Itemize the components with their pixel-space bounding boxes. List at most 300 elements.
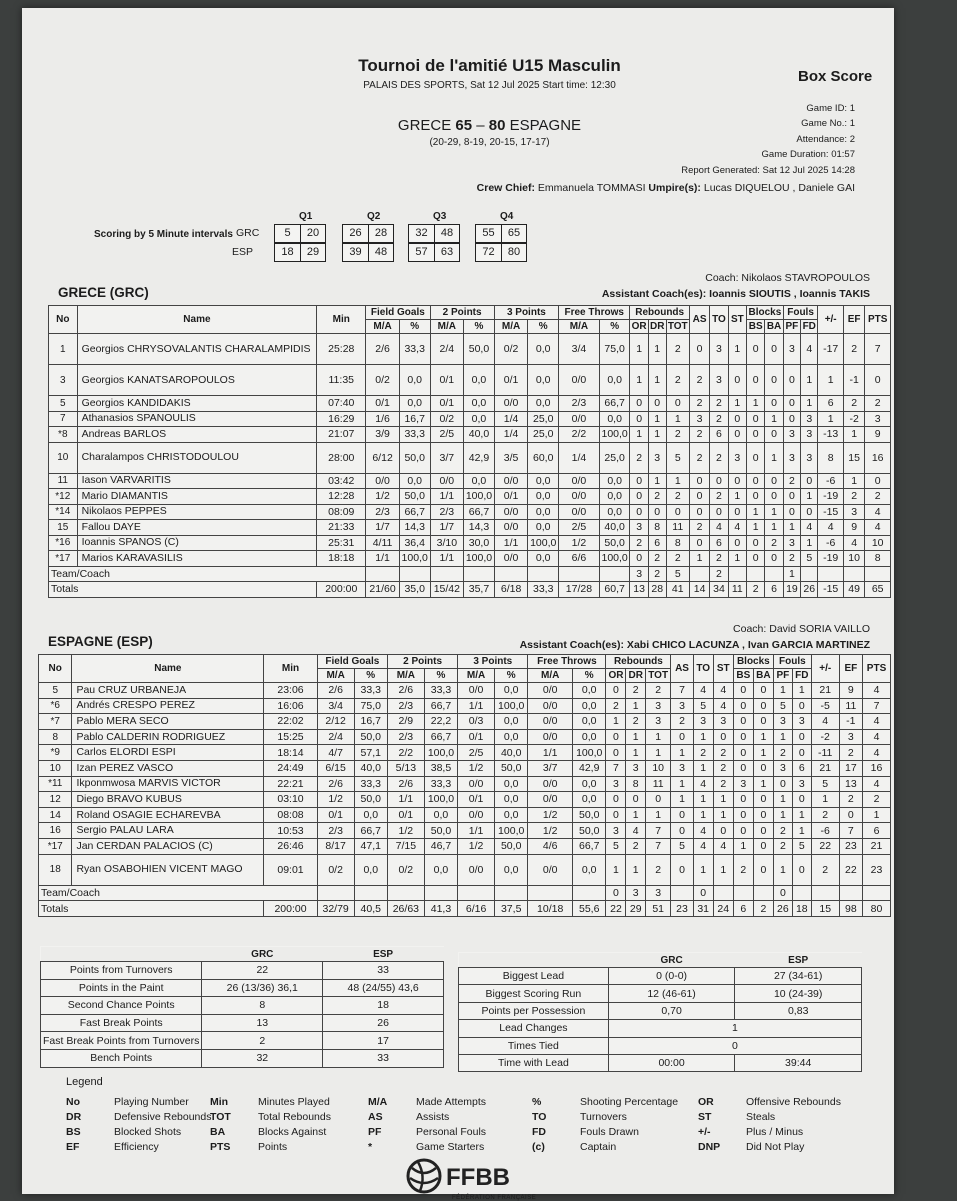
stat-cell — [865, 566, 891, 582]
stats-value: 32 — [202, 1049, 323, 1067]
column-header: Field Goals — [366, 306, 430, 320]
stat-cell: 2 — [811, 807, 839, 823]
stat-cell: 2 — [843, 334, 864, 365]
stat-cell: 1/4 — [494, 411, 528, 427]
stat-cell: 0/0 — [458, 854, 495, 885]
stat-cell: 3 — [630, 566, 648, 582]
stat-cell: 0 — [765, 551, 783, 567]
column-header: Fouls — [783, 306, 818, 320]
stat-cell: 0,0 — [494, 729, 527, 745]
legend-desc: Turnovers — [580, 1111, 627, 1123]
stat-cell: 3 — [626, 885, 645, 901]
stat-cell: 0,0 — [528, 396, 559, 412]
stat-cell: 0 — [753, 683, 773, 699]
stat-cell: 2 — [645, 683, 670, 699]
stat-cell: 0,0 — [599, 504, 630, 520]
stat-cell: 1 — [765, 520, 783, 536]
player-number: *12 — [49, 489, 78, 505]
stat-cell: 22 — [811, 838, 839, 854]
stat-cell: 0 — [733, 823, 753, 839]
player-row — [39, 714, 891, 730]
column-header: M/A — [430, 320, 464, 334]
stats-value: 13 — [202, 1014, 323, 1032]
totals-cell: 35,0 — [399, 582, 430, 598]
stat-cell: 21 — [811, 683, 839, 699]
stat-cell: 0 — [747, 334, 765, 365]
stat-cell — [689, 566, 709, 582]
stat-cell: 2 — [626, 714, 645, 730]
stat-cell: 2/5 — [430, 427, 464, 443]
totals-cell: 18 — [792, 901, 811, 917]
stat-cell — [559, 566, 600, 582]
stat-cell: 5 — [693, 698, 713, 714]
stat-cell: 5 — [666, 566, 689, 582]
legend-desc: Minutes Played — [258, 1096, 330, 1108]
totals-cell: 26/63 — [387, 901, 424, 917]
column-header: 2 Points — [387, 655, 457, 669]
stat-cell: 10:53 — [264, 823, 318, 839]
stat-cell — [599, 566, 630, 582]
column-header: % — [399, 320, 430, 334]
stat-cell: 66,7 — [572, 838, 605, 854]
stat-cell: 1 — [811, 792, 839, 808]
legend-abbr: No — [66, 1096, 80, 1108]
legend-item — [66, 1126, 181, 1138]
stat-cell: 1 — [645, 807, 670, 823]
player-row — [39, 854, 891, 885]
stat-cell: 1 — [801, 489, 818, 505]
stat-cell: 2 — [710, 411, 728, 427]
stats-header — [459, 953, 609, 968]
legend-abbr: DNP — [698, 1141, 721, 1153]
stat-cell: 3 — [801, 411, 818, 427]
stat-cell: 2/3 — [559, 396, 600, 412]
stat-cell: 0,0 — [464, 365, 495, 396]
legend-abbr: * — [368, 1141, 373, 1153]
player-name: Carlos ELORDI ESPI — [72, 745, 264, 761]
stat-cell: 2 — [648, 566, 666, 582]
stat-cell: 33,3 — [424, 776, 457, 792]
column-header: % — [424, 669, 457, 683]
stat-cell: 3 — [710, 334, 728, 365]
stat-cell: 3/7 — [430, 442, 464, 473]
stat-cell: 6 — [710, 427, 728, 443]
stat-cell: 0 — [733, 714, 753, 730]
stat-cell: -1 — [843, 365, 864, 396]
quarter-label: Q2 — [367, 211, 381, 222]
legend-abbr: TOT — [210, 1111, 231, 1123]
stat-cell: 0 — [747, 411, 765, 427]
stat-cell: 0/0 — [494, 396, 528, 412]
column-header: M/A — [559, 320, 600, 334]
stat-cell — [863, 885, 891, 901]
stats-header: GRC — [202, 947, 323, 962]
stat-cell: -19 — [818, 551, 844, 567]
esp-team-title: ESPAGNE (ESP) — [48, 634, 153, 649]
legend-item — [368, 1111, 449, 1123]
stats-value: 33 — [323, 962, 444, 980]
stat-cell: -5 — [811, 698, 839, 714]
stat-cell: 4 — [865, 504, 891, 520]
stat-cell: 0 — [630, 473, 648, 489]
stat-cell: 23:06 — [264, 683, 318, 699]
stat-cell: 0 — [728, 504, 746, 520]
column-header: Free Throws — [559, 306, 630, 320]
stat-cell: 4 — [626, 823, 645, 839]
stat-cell: 07:40 — [317, 396, 366, 412]
legend-desc: Total Rebounds — [258, 1111, 331, 1123]
player-name: Andrés CRESPO PEREZ — [72, 698, 264, 714]
player-number: *17 — [49, 551, 78, 567]
stat-cell: 40,0 — [354, 760, 387, 776]
player-number: 5 — [39, 683, 72, 699]
stat-cell: 2/3 — [387, 698, 424, 714]
tournament-title: Tournoi de l'amitié U15 Masculin — [358, 56, 621, 75]
stat-cell: 4 — [801, 520, 818, 536]
stat-cell — [839, 885, 862, 901]
legend-item — [698, 1126, 803, 1138]
stat-cell: 5/13 — [387, 760, 424, 776]
stat-cell: 100,0 — [464, 551, 495, 567]
stat-cell: 0 — [865, 473, 891, 489]
stat-cell: 1 — [843, 473, 864, 489]
legend-desc: Captain — [580, 1141, 617, 1153]
stat-cell: 0,0 — [572, 776, 605, 792]
player-number: 1 — [49, 334, 78, 365]
stat-cell: 24:49 — [264, 760, 318, 776]
stat-cell: 1 — [792, 683, 811, 699]
stat-cell: 4 — [710, 520, 728, 536]
team-coach-label: Team/Coach — [49, 566, 366, 582]
stat-cell: 0,0 — [494, 776, 527, 792]
interval-team-grc: GRC — [236, 227, 260, 239]
column-header: 3 Points — [494, 306, 558, 320]
crew-chief-label: Crew Chief: — [476, 182, 536, 194]
stat-cell: 22,2 — [424, 714, 457, 730]
stat-cell: 7 — [671, 683, 693, 699]
column-header: TOT — [645, 669, 670, 683]
legend-abbr: BA — [210, 1126, 226, 1138]
stat-cell: 1 — [773, 729, 792, 745]
stat-cell: 33,3 — [354, 683, 387, 699]
column-header: Rebounds — [606, 655, 671, 669]
legend-item — [66, 1111, 211, 1123]
stat-cell: 100,0 — [528, 535, 559, 551]
report-generated: Report Generated: Sat 12 Jul 2025 14:28 — [681, 164, 855, 176]
stat-cell: 0,0 — [572, 683, 605, 699]
stat-cell: 2 — [689, 427, 709, 443]
legend-desc: Game Starters — [416, 1141, 485, 1153]
stat-cell: 8 — [648, 520, 666, 536]
stat-cell — [801, 566, 818, 582]
stat-cell: 66,7 — [424, 698, 457, 714]
interval-score: 32 — [415, 227, 428, 239]
stat-cell: 23 — [839, 838, 862, 854]
stat-cell: 0 — [671, 807, 693, 823]
stat-cell: 1 — [693, 807, 713, 823]
interval-box — [475, 243, 527, 262]
team-coach-label: Team/Coach — [39, 885, 318, 901]
legend-item — [368, 1096, 486, 1108]
stat-cell: 1 — [671, 776, 693, 792]
player-number: 12 — [39, 792, 72, 808]
stat-cell: 1 — [645, 729, 670, 745]
stat-cell — [753, 885, 773, 901]
stat-cell: 8 — [818, 442, 844, 473]
quarter-label: Q4 — [500, 211, 514, 222]
stat-cell: 1/1 — [458, 823, 495, 839]
stat-cell: 0 — [630, 504, 648, 520]
interval-score: 18 — [281, 246, 294, 258]
player-number: 3 — [49, 365, 78, 396]
legend-abbr: BS — [66, 1126, 81, 1138]
column-header: M/A — [387, 669, 424, 683]
stat-cell: 0,0 — [494, 807, 527, 823]
stat-cell: 11 — [645, 776, 670, 792]
legend-item — [368, 1141, 484, 1153]
player-name: Sergio PALAU LARA — [72, 823, 264, 839]
stat-cell: 0/1 — [430, 396, 464, 412]
stat-cell: 0 — [747, 551, 765, 567]
legend-abbr: PTS — [210, 1141, 231, 1153]
stat-cell: -6 — [811, 823, 839, 839]
stat-cell: 2 — [865, 396, 891, 412]
stat-cell: 0/0 — [528, 729, 573, 745]
interval-box — [342, 224, 394, 243]
interval-score: 63 — [434, 244, 459, 261]
stat-cell: 1 — [753, 745, 773, 761]
column-header: Field Goals — [317, 655, 387, 669]
totals-cell: 13 — [630, 582, 648, 598]
grc-team-title: GRECE (GRC) — [58, 285, 149, 300]
stat-cell: 0/2 — [494, 334, 528, 365]
stat-cell — [528, 885, 573, 901]
legend-abbr: M/A — [368, 1096, 388, 1108]
legend-item — [210, 1096, 330, 1108]
stat-cell: 1 — [747, 520, 765, 536]
stat-cell: 3 — [801, 442, 818, 473]
stat-cell — [765, 566, 783, 582]
stat-cell: 0 — [753, 714, 773, 730]
stat-cell: 2/5 — [458, 745, 495, 761]
player-row — [39, 807, 891, 823]
stats-header — [41, 947, 202, 962]
stats-header: ESP — [735, 953, 862, 968]
stat-cell: 0 — [747, 427, 765, 443]
legend-desc: Plus / Minus — [746, 1126, 804, 1138]
stat-cell — [671, 885, 693, 901]
stat-cell: 2 — [710, 396, 728, 412]
totals-cell: 33,3 — [528, 582, 559, 598]
stat-cell: 0/3 — [458, 714, 495, 730]
totals-cell: 65 — [865, 582, 891, 598]
stat-cell: 2 — [710, 551, 728, 567]
stat-cell: 8/17 — [317, 838, 354, 854]
stat-cell: 0 — [747, 365, 765, 396]
stat-cell: 4 — [843, 535, 864, 551]
stat-cell: 1 — [773, 792, 792, 808]
stats-row — [41, 979, 444, 997]
stat-cell: 0 — [765, 365, 783, 396]
stat-cell: 38,5 — [424, 760, 457, 776]
stat-cell: -2 — [811, 729, 839, 745]
stat-cell: 1 — [792, 823, 811, 839]
stat-cell: 0,0 — [464, 396, 495, 412]
stat-cell: 0 — [671, 823, 693, 839]
stat-cell: 22 — [839, 854, 862, 885]
column-header: % — [494, 669, 527, 683]
stat-cell: 50,0 — [424, 823, 457, 839]
player-number: *6 — [39, 698, 72, 714]
player-name: Iason VARVARITIS — [77, 473, 317, 489]
stat-cell: 21 — [863, 838, 891, 854]
stat-cell: -11 — [811, 745, 839, 761]
stat-cell: 4 — [863, 729, 891, 745]
stat-cell: 1/1 — [430, 551, 464, 567]
stat-cell: 1 — [747, 504, 765, 520]
stat-cell — [843, 566, 864, 582]
legend-title: Legend — [66, 1076, 103, 1088]
stat-cell: 0,0 — [528, 551, 559, 567]
stat-cell: 2/3 — [430, 504, 464, 520]
stat-cell: 2 — [710, 442, 728, 473]
player-name: Diego BRAVO KUBUS — [72, 792, 264, 808]
stat-cell — [366, 566, 400, 582]
stat-cell: 0/0 — [458, 807, 495, 823]
stat-cell: 0 — [710, 473, 728, 489]
stat-cell: 8 — [865, 551, 891, 567]
player-number: 10 — [39, 760, 72, 776]
column-header: OR — [631, 321, 647, 332]
stat-cell: 2/2 — [387, 745, 424, 761]
stat-cell: 22:02 — [264, 714, 318, 730]
interval-score: 65 — [501, 225, 526, 242]
stat-cell: 0 — [783, 396, 800, 412]
team-stats-right — [458, 952, 862, 1072]
stat-cell: 2 — [689, 520, 709, 536]
player-number: *11 — [39, 776, 72, 792]
totals-row — [49, 582, 891, 598]
legend-item — [698, 1111, 775, 1123]
interval-box — [342, 243, 394, 262]
stat-cell: 50,0 — [599, 535, 630, 551]
stat-cell: 25,0 — [528, 411, 559, 427]
stat-cell: 0/0 — [458, 776, 495, 792]
legend-desc: Made Attempts — [416, 1096, 487, 1108]
stat-cell: 1 — [648, 473, 666, 489]
stat-cell: 5 — [801, 551, 818, 567]
totals-cell: 11 — [728, 582, 746, 598]
stat-cell: 1 — [783, 520, 800, 536]
stat-cell: 0 — [733, 792, 753, 808]
stat-cell: 2 — [843, 396, 864, 412]
stat-cell — [572, 885, 605, 901]
stat-cell — [424, 885, 457, 901]
stat-cell: 0/0 — [559, 489, 600, 505]
stat-cell: 40,0 — [464, 427, 495, 443]
stats-value: 22 — [202, 962, 323, 980]
stat-cell: 0/1 — [430, 365, 464, 396]
stat-cell: 2 — [648, 551, 666, 567]
stat-cell: 2/2 — [559, 427, 600, 443]
stat-cell: 0 — [753, 760, 773, 776]
stat-cell: 100,0 — [599, 551, 630, 567]
stat-cell: 7 — [863, 698, 891, 714]
totals-cell: 51 — [645, 901, 670, 917]
stat-cell: 1 — [630, 427, 648, 443]
stat-cell: 36,4 — [399, 535, 430, 551]
legend-abbr: +/- — [698, 1126, 711, 1138]
stat-cell: 1 — [783, 566, 800, 582]
stat-cell: 0 — [728, 535, 746, 551]
stat-cell: 1/7 — [366, 520, 400, 536]
stat-cell: -1 — [839, 714, 862, 730]
stat-cell: 0/0 — [494, 473, 528, 489]
grc-assistants: Assistant Coach(es): Ioannis SIOUTIS , Ioannis TAKIS — [601, 288, 870, 300]
player-name: Jan CERDAN PALACIOS (C) — [72, 838, 264, 854]
stat-cell: 2 — [689, 442, 709, 473]
stat-cell: 1 — [648, 334, 666, 365]
legend-desc: Did Not Play — [746, 1141, 805, 1153]
totals-cell: 31 — [693, 901, 713, 917]
stat-cell: 1/1 — [458, 698, 495, 714]
stat-cell: 2 — [773, 745, 792, 761]
grc-coach: Coach: Nikolaos STAVROPOULOS — [705, 272, 870, 284]
legend-abbr: OR — [698, 1096, 714, 1108]
stat-cell: 9 — [843, 520, 864, 536]
legend-abbr: % — [532, 1096, 542, 1108]
column-header: M/A — [458, 669, 495, 683]
totals-cell: 22 — [606, 901, 626, 917]
stat-cell: 0/0 — [528, 776, 573, 792]
stat-cell: 1 — [728, 396, 746, 412]
stat-cell: 1/2 — [387, 823, 424, 839]
stat-cell: 0,0 — [424, 854, 457, 885]
stat-cell: 50,0 — [464, 334, 495, 365]
stat-cell: 10 — [645, 760, 670, 776]
home-team-name: GRECE — [397, 117, 456, 134]
stats-label: Points from Turnovers — [41, 962, 202, 980]
stat-cell: 2 — [733, 854, 753, 885]
stat-cell: 0 — [728, 411, 746, 427]
stat-cell: 2 — [843, 489, 864, 505]
stat-cell: 0 — [792, 698, 811, 714]
stats-row — [41, 997, 444, 1015]
interval-score: 57 — [415, 246, 428, 258]
stat-cell: 1 — [626, 854, 645, 885]
stat-cell: 0/0 — [528, 714, 573, 730]
stat-cell: 0/0 — [494, 520, 528, 536]
interval-box — [475, 224, 527, 243]
stat-cell: 42,9 — [572, 760, 605, 776]
stat-cell: 21 — [811, 760, 839, 776]
column-header: PTS — [865, 306, 891, 334]
stat-cell: 3 — [645, 885, 670, 901]
totals-cell: 34 — [710, 582, 728, 598]
stat-cell: 23 — [863, 854, 891, 885]
legend-desc: Steals — [746, 1111, 776, 1123]
stat-cell: 1 — [863, 807, 891, 823]
stat-cell: 2 — [713, 760, 733, 776]
totals-cell: 40,5 — [354, 901, 387, 917]
stat-cell: 50,0 — [399, 489, 430, 505]
column-header: ST — [713, 655, 733, 683]
totals-cell: 15 — [811, 901, 839, 917]
player-row — [39, 760, 891, 776]
player-row — [49, 473, 891, 489]
stats-value: 10 (24-39) — [735, 985, 862, 1002]
stat-cell: 0,0 — [464, 473, 495, 489]
